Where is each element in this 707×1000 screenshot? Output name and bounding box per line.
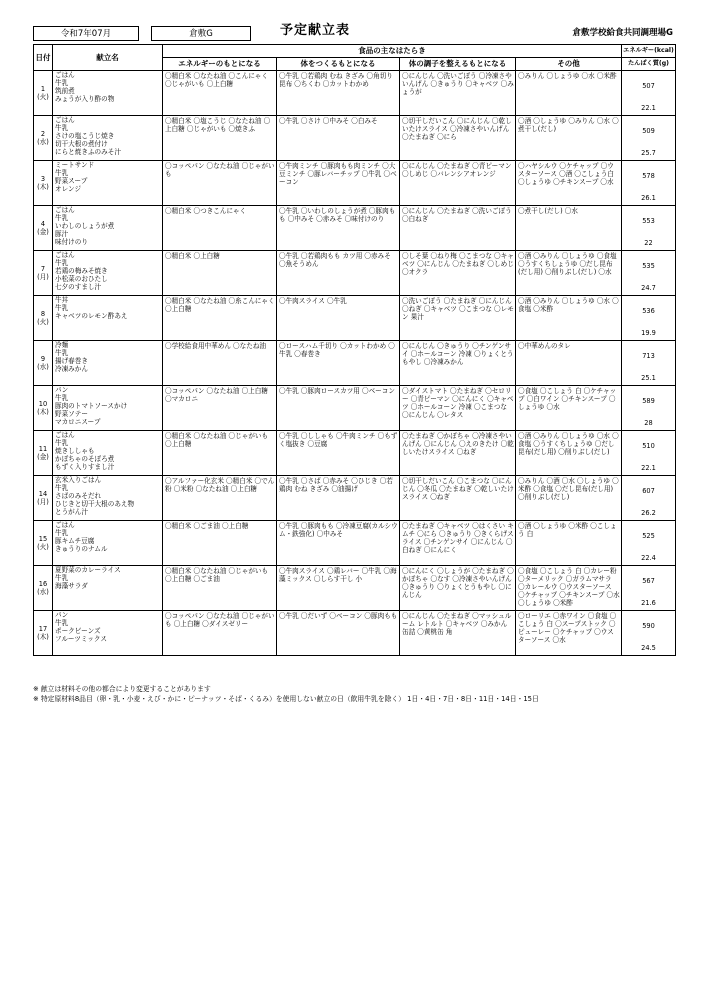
protein-value: 22.1 <box>641 104 656 112</box>
day-number: 1 <box>40 85 46 93</box>
dish-name: 小松菜のおひたし <box>55 275 108 283</box>
menu-row <box>34 251 676 296</box>
dish-name: 牛乳 <box>55 484 69 492</box>
dish-name: 牛乳 <box>55 169 69 177</box>
day-weekday: (火) <box>37 93 49 101</box>
day-weekday: (水) <box>37 588 49 596</box>
energy-food-cell: 〇コッペパン 〇なたね油 〇じゃがいも <box>163 161 277 206</box>
nutrition-cell <box>622 161 676 206</box>
energy-food-cell: 〇コッペパン 〇なたね油 〇上白糖 〇マカロニ <box>163 386 277 431</box>
day-weekday: (金) <box>37 453 49 461</box>
condition-food-cell: 〇洗いごぼう 〇たまねぎ 〇にんじん 〇ねぎ 〇キャベツ 〇こまつな 〇レモン 果汁 <box>400 296 516 341</box>
header-condition-food: 体の調子を整えるもとになる <box>400 58 516 71</box>
dish-name: 七夕のすまし汁 <box>55 283 102 291</box>
energy-value: 607 <box>642 487 655 495</box>
dish-cell <box>53 206 163 251</box>
day-number: 10 <box>38 400 48 408</box>
dish-name: キャベツのレモン酢あえ <box>55 312 128 320</box>
protein-value: 25.7 <box>641 149 656 157</box>
menu-row <box>34 476 676 521</box>
dish-name: オレンジ <box>55 185 82 193</box>
dish-name: 牛乳 <box>55 79 69 87</box>
header-energy: エネルギー(kcal) <box>622 45 676 58</box>
dish-name: 冷麺 <box>55 341 69 349</box>
condition-food-cell: 〇切干しだいこん 〇こまつな 〇にんじん 〇冬瓜 〇たまねぎ 〇乾しいたけスライス 〇ねぎ <box>400 476 516 521</box>
dish-name: 牛丼 <box>55 296 69 304</box>
nutrition-cell <box>622 341 676 386</box>
body-food-cell: 〇牛乳 〇豚肉ロースカツ用 〇ベーコン <box>277 386 400 431</box>
dish-cell <box>53 476 163 521</box>
header-date: 令和7年07月 <box>33 26 139 41</box>
day-weekday: (水) <box>37 363 49 371</box>
energy-food-cell: 〇アルファー化玄米 〇精白米 〇でん粉 〇米粉 〇なたね油 〇上白糖 <box>163 476 277 521</box>
energy-value: 713 <box>642 352 655 360</box>
body-food-cell: 〇牛乳 〇いわしのしょうが煮 〇豚肉もも 〇中みそ 〇赤みそ 〇味付けのり <box>277 206 400 251</box>
day-number: 4 <box>40 220 46 228</box>
energy-food-cell: 〇精白米 〇なたね油 〇じゃがいも 〇上白糖 〇ごま油 <box>163 566 277 611</box>
day-weekday: (金) <box>37 228 49 236</box>
nutrition-cell <box>622 296 676 341</box>
day-number: 3 <box>40 175 46 183</box>
dish-name: 焼きししゃも <box>55 447 95 455</box>
day-cell <box>34 476 53 521</box>
day-number: 8 <box>40 310 46 318</box>
dish-name: 牛乳 <box>55 124 69 132</box>
other-cell: 〇食塩 〇こしょう 白 〇ケチャップ 〇白ワイン 〇チキンスープ 〇しょうゆ 〇水 <box>516 386 622 431</box>
nutrition-cell <box>622 566 676 611</box>
energy-value: 567 <box>642 577 655 585</box>
condition-food-cell: 〇にんじん 〇洗いごぼう 〇冷凍さやいんげん 〇きゅうり 〇キャベツ 〇みょうが <box>400 71 516 116</box>
protein-value: 26.2 <box>641 509 656 517</box>
energy-value: 590 <box>642 622 655 630</box>
other-cell: 〇みりん 〇酒 〇水 〇しょうゆ 〇米酢 〇食塩 〇だし昆布(だし用) 〇削りぶし(だし) <box>516 476 622 521</box>
energy-food-cell: 〇精白米 〇ごま油 〇上白糖 <box>163 521 277 566</box>
condition-food-cell: 〇たまねぎ 〇かぼちゃ 〇冷凍さやいんげん 〇にんじん 〇えのきたけ 〇乾しいたけスライス 〇ねぎ <box>400 431 516 476</box>
energy-food-cell: 〇精白米 〇塩こうじ 〇なたね油 〇上白糖 〇じゃがいも 〇焼きふ <box>163 116 277 161</box>
dish-name: さばのみそだれ <box>55 492 102 500</box>
dish-cell <box>53 341 163 386</box>
body-food-cell: 〇牛乳 〇若鶏肉 むね きざみ 〇角切り昆布 〇ちくわ 〇カットわかめ <box>277 71 400 116</box>
energy-food-cell: 〇コッペパン 〇なたね油 〇じゃがいも 〇上白糖 〇ダイスゼリー <box>163 611 277 656</box>
day-number: 7 <box>40 265 46 273</box>
day-cell <box>34 566 53 611</box>
condition-food-cell: 〇にんじん 〇たまねぎ 〇洗いごぼう 〇白ねぎ <box>400 206 516 251</box>
dish-name: ごはん <box>55 206 75 214</box>
day-cell <box>34 386 53 431</box>
dish-name: ごはん <box>55 116 75 124</box>
day-cell <box>34 71 53 116</box>
other-cell: 〇酒 〇しょうゆ 〇米酢 〇こしょう 白 <box>516 521 622 566</box>
menu-row <box>34 341 676 386</box>
body-food-cell: 〇牛乳 〇さけ 〇中みそ 〇白みそ <box>277 116 400 161</box>
day-number: 16 <box>38 580 48 588</box>
note-line: ※ 特定原材料8品目（卵・乳・小麦・えび・かに・ピーナッツ・そば・くるみ）を使用しない献立の日（飲用牛乳を除く） 1日・4日・7日・8日・11日・14日・15日 <box>33 695 539 703</box>
other-cell: 〇ハヤシルウ 〇ケチャップ 〇ウスターソース 〇酒 〇こしょう白 〇しょうゆ 〇チキンスープ 〇水 <box>516 161 622 206</box>
day-weekday: (月) <box>37 498 49 506</box>
header-school: 倉敷G <box>151 26 251 41</box>
condition-food-cell: 〇にんじん 〇たまねぎ 〇マッシュルーム レトルト 〇キャベツ 〇みかん 缶詰 〇黄桃缶 角 <box>400 611 516 656</box>
dish-name: 冷凍みかん <box>55 365 88 373</box>
dish-name: 牛乳 <box>55 259 69 267</box>
energy-food-cell: 〇精白米 〇なたね油 〇じゃがいも 〇上白糖 <box>163 431 277 476</box>
dish-name: 牛乳 <box>55 394 69 402</box>
protein-value: 24.5 <box>641 644 656 652</box>
menu-row <box>34 386 676 431</box>
page-title: 予定献立表 <box>280 23 351 38</box>
header-dish: 献立名 <box>53 45 163 71</box>
other-cell: 〇酒 〇みりん 〇しょうゆ 〇食塩 〇うすくちしょうゆ 〇だし昆布(だし用) 〇削りぶし(だし) 〇水 <box>516 251 622 296</box>
energy-value: 525 <box>642 532 655 540</box>
menu-row <box>34 431 676 476</box>
day-cell <box>34 521 53 566</box>
header-day: 日付 <box>34 45 53 71</box>
dish-name: にらと焼きふのみそ汁 <box>55 148 121 156</box>
dish-name: 牛乳 <box>55 574 69 582</box>
dish-name: 牛乳 <box>55 439 69 447</box>
body-food-cell: 〇牛乳 〇豚肉もも 〇冷凍豆腐(カルシウム・鉄強化) 〇中みそ <box>277 521 400 566</box>
body-food-cell: 〇牛乳 〇若鶏肉もも カツ用 〇赤みそ 〇魚そうめん <box>277 251 400 296</box>
energy-value: 578 <box>642 172 655 180</box>
header-other: その他 <box>516 58 622 71</box>
menu-row <box>34 71 676 116</box>
dish-cell <box>53 521 163 566</box>
dish-name: 若鶏の梅みそ焼き <box>55 267 108 275</box>
dish-name: 揚げ春巻き <box>55 357 88 365</box>
protein-value: 21.6 <box>641 599 656 607</box>
dish-name: ポークビーンズ <box>55 627 101 635</box>
condition-food-cell: 〇にんにく 〇しょうが 〇たまねぎ 〇かぼちゃ 〇なす 〇冷凍さやいんげん 〇きゅうり 〇りょくとうもやし 〇にんじん <box>400 566 516 611</box>
dish-name: ごはん <box>55 71 75 79</box>
dish-cell <box>53 296 163 341</box>
other-cell: 〇酒 〇みりん 〇しょうゆ 〇水 〇食塩 〇うすくちしょうゆ 〇だし昆布(だし用) 〇削りぶし(だし) <box>516 431 622 476</box>
energy-value: 536 <box>642 307 655 315</box>
condition-food-cell: 〇しそ葉 〇ねり梅 〇こまつな 〇キャベツ 〇にんじん 〇たまねぎ 〇しめじ 〇オクラ <box>400 251 516 296</box>
dish-name: 牛乳 <box>55 529 69 537</box>
dish-name: いわしのしょうが煮 <box>55 222 115 230</box>
nutrition-cell <box>622 71 676 116</box>
nutrition-cell <box>622 251 676 296</box>
menu-row <box>34 206 676 251</box>
menu-row <box>34 611 676 656</box>
day-number: 15 <box>38 535 48 543</box>
condition-food-cell: 〇にんじん 〇きゅうり 〇チンゲンサイ 〇ホールコーン 冷凍 〇りょくとうもやし 〇冷凍みかん <box>400 341 516 386</box>
dish-cell <box>53 161 163 206</box>
energy-food-cell: 〇精白米 〇なたね油 〇こんにゃく 〇じゃがいも 〇上白糖 <box>163 71 277 116</box>
dish-name: 切干大根の煮付け <box>55 140 108 148</box>
dish-name: パン <box>55 386 69 394</box>
menu-row <box>34 161 676 206</box>
dish-name: みょうが入り酢の物 <box>55 95 115 103</box>
dish-name: 筑前煮 <box>55 87 75 95</box>
header-energy-food: エネルギーのもとになる <box>163 58 277 71</box>
dish-name: ひじきと切干大根のあえ物 <box>55 500 135 508</box>
condition-food-cell: 〇ダイストマト 〇たまねぎ 〇セロリー 〇青ピーマン 〇にんにく 〇キャベツ 〇ホールコーン 冷凍 〇こまつな 〇にんじん 〇レタス <box>400 386 516 431</box>
day-number: 2 <box>40 130 46 138</box>
dish-name: きゅうりのナムル <box>55 545 108 553</box>
dish-cell <box>53 116 163 161</box>
dish-name: 夏野菜のカレーライス <box>55 566 121 574</box>
menu-row <box>34 116 676 161</box>
header-center: 倉敷学校給食共同調理場G <box>572 28 673 38</box>
energy-value: 510 <box>642 442 655 450</box>
energy-food-cell: 〇精白米 〇上白糖 <box>163 251 277 296</box>
dish-cell <box>53 611 163 656</box>
day-weekday: (火) <box>37 318 49 326</box>
protein-value: 25.1 <box>641 374 656 382</box>
dish-name: パン <box>55 611 69 619</box>
other-cell: 〇ローリエ 〇赤ワイン 〇食塩 〇こしょう 白 〇スープストック 〇ピューレー 〇ケチャップ 〇ウスターソース 〇水 <box>516 611 622 656</box>
dish-cell <box>53 386 163 431</box>
day-number: 14 <box>38 490 48 498</box>
body-food-cell: 〇牛乳 〇ししゃも 〇牛肉ミンチ 〇もずく塩抜き 〇豆腐 <box>277 431 400 476</box>
day-cell <box>34 341 53 386</box>
dish-name: マカロニスープ <box>55 418 101 426</box>
day-cell <box>34 161 53 206</box>
nutrition-cell <box>622 206 676 251</box>
energy-value: 535 <box>642 262 655 270</box>
day-number: 9 <box>40 355 46 363</box>
dish-cell <box>53 566 163 611</box>
protein-value: 22.4 <box>641 554 656 562</box>
day-weekday: (木) <box>37 183 49 191</box>
dish-name: 牛乳 <box>55 349 69 357</box>
header-protein: たんぱく質(g) <box>622 58 676 71</box>
body-food-cell: 〇牛肉ミンチ 〇豚肉もも肉ミンチ 〇大豆ミンチ 〇豚レバーチップ 〇牛乳 〇ベーコン <box>277 161 400 206</box>
day-number: 11 <box>38 445 48 453</box>
body-food-cell: 〇牛乳 〇だいず 〇ベーコン 〇豚肉もも <box>277 611 400 656</box>
menu-row <box>34 566 676 611</box>
body-food-cell: 〇牛肉スライス 〇牛乳 <box>277 296 400 341</box>
notes <box>33 684 539 704</box>
day-cell <box>34 206 53 251</box>
nutrition-cell <box>622 521 676 566</box>
nutrition-cell <box>622 476 676 521</box>
day-weekday: (木) <box>37 408 49 416</box>
day-cell <box>34 116 53 161</box>
dish-name: 豚汁 <box>55 230 69 238</box>
protein-value: 19.9 <box>641 329 656 337</box>
dish-name: 野菜スープ <box>55 177 88 185</box>
day-cell <box>34 251 53 296</box>
dish-name: フルーツミックス <box>55 635 108 643</box>
dish-name: 豚肉のトマトソースかけ <box>55 402 128 410</box>
nutrition-cell <box>622 116 676 161</box>
note-line: ※ 献立は材料その他の都合により変更することがあります <box>33 685 211 693</box>
protein-value: 26.1 <box>641 194 656 202</box>
dish-name: 海藻サラダ <box>55 582 88 590</box>
protein-value: 22 <box>644 239 653 247</box>
dish-name: とうがん汁 <box>55 508 88 516</box>
energy-food-cell: 〇精白米 〇なたね油 〇糸こんにゃく 〇上白糖 <box>163 296 277 341</box>
nutrition-cell <box>622 611 676 656</box>
day-weekday: (木) <box>37 633 49 641</box>
energy-value: 589 <box>642 397 655 405</box>
day-weekday: (火) <box>37 543 49 551</box>
dish-name: もずく入りすまし汁 <box>55 463 115 471</box>
dish-name: ごはん <box>55 521 75 529</box>
condition-food-cell: 〇にんじん 〇たまねぎ 〇青ピーマン 〇しめじ 〇バレンシアオレンジ <box>400 161 516 206</box>
dish-name: 味付けのり <box>55 238 88 246</box>
menu-row <box>34 521 676 566</box>
dish-name: ごはん <box>55 431 75 439</box>
energy-value: 553 <box>642 217 655 225</box>
day-number: 17 <box>38 625 48 633</box>
body-food-cell: 〇牛乳 〇さば 〇赤みそ 〇ひじき 〇若鶏肉 むね きざみ 〇油揚げ <box>277 476 400 521</box>
dish-name: 牛乳 <box>55 214 69 222</box>
body-food-cell: 〇牛肉スライス 〇鶏レバー 〇牛乳 〇海藻ミックス 〇しらす干し 小 <box>277 566 400 611</box>
condition-food-cell: 〇たまねぎ 〇キャベツ 〇はくさい キムチ 〇にら 〇きゅうり 〇きくらげスライス 〇チンゲンサイ 〇にんじん 〇白ねぎ 〇にんにく <box>400 521 516 566</box>
protein-value: 28 <box>644 419 653 427</box>
energy-value: 509 <box>642 127 655 135</box>
protein-value: 22.1 <box>641 464 656 472</box>
energy-food-cell: 〇学校給食用中華めん 〇なたね油 <box>163 341 277 386</box>
energy-value: 507 <box>642 82 655 90</box>
nutrition-cell <box>622 386 676 431</box>
other-cell: 〇煮干し(だし) 〇水 <box>516 206 622 251</box>
dish-name: さけの塩こうじ焼き <box>55 132 115 140</box>
day-weekday: (水) <box>37 138 49 146</box>
dish-name: 牛乳 <box>55 619 69 627</box>
day-cell <box>34 611 53 656</box>
other-cell: 〇みりん 〇しょうゆ 〇水 〇米酢 <box>516 71 622 116</box>
dish-cell <box>53 71 163 116</box>
header-ingredients: 食品の主なはたらき <box>163 45 622 58</box>
dish-name: 玄米入りごはん <box>55 476 102 484</box>
nutrition-cell <box>622 431 676 476</box>
menu-row <box>34 296 676 341</box>
dish-cell <box>53 251 163 296</box>
other-cell: 〇食塩 〇こしょう 白 〇カレー粉 〇ターメリック 〇ガラムマサラ 〇カレールウ 〇ウスターソース 〇ケチャップ 〇チキンスープ 〇水 〇しょうゆ 〇米酢 <box>516 566 622 611</box>
other-cell: 〇中華めんのタレ <box>516 341 622 386</box>
header-body-food: 体をつくるもとになる <box>277 58 400 71</box>
dish-name: ミートサンド <box>55 161 95 169</box>
day-weekday: (月) <box>37 273 49 281</box>
day-cell <box>34 431 53 476</box>
other-cell: 〇酒 〇しょうゆ 〇みりん 〇水 〇煮干し(だし) <box>516 116 622 161</box>
dish-cell <box>53 431 163 476</box>
other-cell: 〇酒 〇みりん 〇しょうゆ 〇水 〇食塩 〇米酢 <box>516 296 622 341</box>
dish-name: 牛乳 <box>55 304 69 312</box>
dish-name: ごはん <box>55 251 75 259</box>
day-cell <box>34 296 53 341</box>
condition-food-cell: 〇切干しだいこん 〇にんじん 〇乾しいたけスライス 〇冷凍さやいんげん 〇たまねぎ 〇にら <box>400 116 516 161</box>
dish-name: かぼちゃのそぼろ煮 <box>55 455 115 463</box>
menu-table <box>33 44 676 656</box>
dish-name: 豚キムチ豆腐 <box>55 537 95 545</box>
energy-food-cell: 〇精白米 〇つきこんにゃく <box>163 206 277 251</box>
protein-value: 24.7 <box>641 284 656 292</box>
dish-name: 野菜ソテー <box>55 410 88 418</box>
body-food-cell: 〇ロースハム千切り 〇カットわかめ 〇牛乳 〇春巻き <box>277 341 400 386</box>
